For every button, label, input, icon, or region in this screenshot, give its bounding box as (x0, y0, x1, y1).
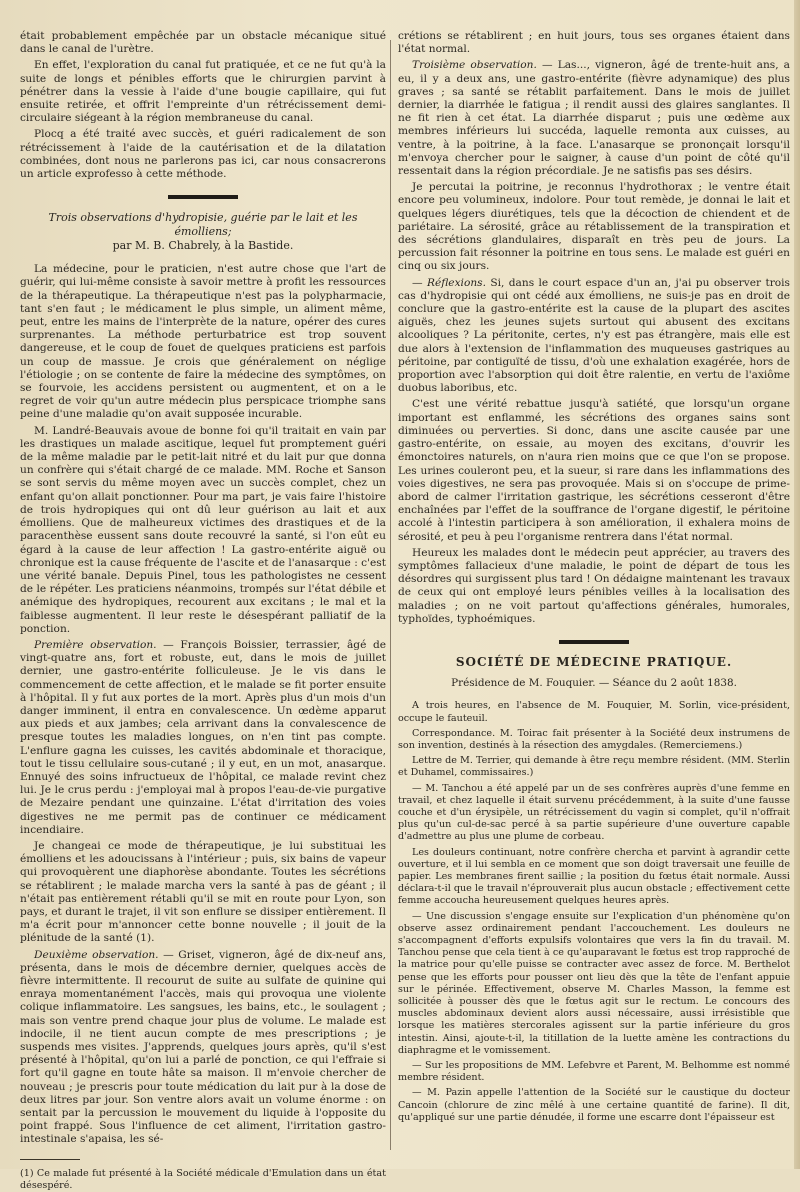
reflexions-text: Si, dans le court espace d'un an, j'ai pu observer trois cas d'hydropisie qui ont cédé aux émolliens, ne suis-je pas en droit de conclure que la gastro-entérite est la cause de la plupart des ascites aiguës, chez les jeunes sujets surtout qui abusent des excitans alcooliques ? La péritonite, certes, n'y est pas étrangère, mais elle est due alors à l'extension de l'inflammation des muqueuses gastriques au péritoine, par contiguïté de tissu, d'où une exhalation exagérée, hors de proportion avec l'absorption qui doit être ralentie, en vertu de l'axiôme duobus laboribus, etc. (398, 276, 790, 395)
article-paragraph-1: La médecine, pour le praticien, n'est autre chose que l'art de guérir, qui lui-même consiste à savoir mettre à profit les ressources de la thérapeutique. La thérapeutique n'est pas la polypharmacie, tant s'en faut ; le médicament le plus simple, un aliment même, peut, entre les mains de l'interprète de la nature, opérer des cures surprenantes. La méthode perturbatrice est trop souvent dangereuse, et le coup de fouet de quelques praticiens est parfois un coup de massue. Je crois que généralement on néglige l'étiologie ; on se contente de faire la médecine des symptômes, on se fourvoie, les accidens persistent ou augmentent, et on a le regret de voir qu'un autre médecin plus perspicace triomphe sans peine d'une maladie qu'on avait supposée incurable. (20, 263, 386, 421)
intro-paragraph-3: Plocq a été traité avec succès, et guéri radicalement de son rétrécissement à l'aide de la cautérisation et de la dilatation combinées, dont nous ne parlerons pas ici, car nous consacrerons un article exprofesso à cette méthode. (20, 128, 386, 181)
society-paragraph: — Sur les propositions de MM. Lefebvre et Parent, M. Belhomme est nommé membre résident. (398, 1060, 790, 1084)
intro-paragraph-2: En effet, l'exploration du canal fut pratiquée, et ce ne fut qu'à la suite de longs et pénibles efforts que le chirurgien parvint à pénétrer dans la vessie à l'aide d'une bougie capillaire, qui fut ensuite retirée, et offrit l'empreinte d'un rétrécissement demi-circulaire siégeant à la région membraneuse du canal. (20, 59, 386, 125)
left-column (20, 30, 386, 1191)
society-paragraph: Correspondance. M. Toirac fait présenter à la Société deux instrumens de son invention, destinés à la résection des amygdales. (Remerciemens.) (398, 727, 790, 751)
observation-3-text: — Las..., vigneron, âgé de trente-huit ans, a eu, il y a deux ans, une gastro-entérite (fièvre adynamique) des plus graves ; sa santé se rétablit parfaitement. Dans le mois de juillet dernier, la diarrhée le fatigua ; il rendit aussi des glaires sanglantes. Il ne fit rien à cet état. La diarrhée disparut ; puis une œdème aux membres inférieurs lui succéda, laquelle remonta aux cuisses, au ventre, à la poitrine, à la face. L'anasarque se prononçait lorsqu'il m'envoya chercher pour le saigner, à cause d'un point de côté qu'il ressentait dans la région précordiale. Je ne satisfis pas ses désirs. (398, 59, 791, 178)
article-paragraph-2: M. Landré-Beauvais avoue de bonne foi qu'il traitait en vain par les drastiques un malade ascitique, lequel fut promptement guéri de la même maladie par le petit-lait nitré et du lait pur que donna un confrère qui s'était chargé de ce malade. MM. Roche et Sanson se sont servis du même moyen avec un succès complet, chez un enfant qu'on allait ponctionner. Pour ma part, je vais faire l'histoire de trois hydropiques qui ont dû leur guérison au lait et aux émolliens. Que de malheureux victimes des drastiques et de la paracenthèse eussent sans doute recouvré la santé, si l'on eût eu égard à la cause de leur affection ! La gastro-entérite aiguë ou chronique est la cause fréquente de l'ascite et de l'anasarque : c'est une vérité banale. Depuis Pinel, tous les pathologistes ne cessent de le répéter. Les praticiens néanmoins, trompés sur l'état débile et anémique des hydropiques, recourent aux excitans ; le mal et la faiblesse augmentent. Il leur reste le désespérant palliatif de la ponction. (20, 424, 386, 635)
observation-3-paragraph (398, 59, 790, 178)
intro-paragraph-1: était probablement empêchée par un obstacle mécanique situé dans le canal de l'urètre. (20, 30, 386, 56)
article-title (20, 211, 386, 253)
observation-2-paragraph (20, 949, 386, 1147)
reflexions-paragraph-2: C'est une vérité rebattue jusqu'à satiété, que lorsqu'un organe important est enflammé, les sécrétions des organes sains sont diminuées ou perverties. Si donc, dans une ascite causée par une gastro-entérite, on essaie, au moyen des excitans, d'ouvrir les émonctoires naturels, on n'aura rien moins que ce que l'on se propose. Les urines couleront peu, et la sueur, si rare dans les inflammations des voies digestives, ne sera pas provoquée. Mais si on s'occupe de prime-abord de calmer l'irritation gastrique, les sécrétions cesseront d'être enchaînées par l'effet de la souffrance de l'organe digestif, le péritoine accolé à l'intestin participera à son amélioration, il exhalera moins de sérosité, et peu à peu l'organisme rentrera dans l'état normal. (398, 398, 790, 543)
society-paragraph: — M. Tanchou a été appelé par un de ses confrères auprès d'une femme en travail, et chez laquelle il était survenu précédemment, à la suite d'une fausse couche et d'un érysipèle, un rétrécissement du vagin si complet, qu'il n'offrait plus qu'un cul-de-sac percé à sa partie supérieure d'une ouverture capable d'admettre au plus une plume de corbeau. (398, 782, 790, 843)
observation-1-label: Première observation. (34, 638, 157, 651)
article-title-line1: Trois observations d'hydropisie, guérie par le lait et les émolliens; (48, 211, 358, 239)
observation-3-paragraph-2: Je percutai la poitrine, je reconnus l'hydrothorax ; le ventre était encore peu volumineux, indolore. Pour tout remède, je donnai le lait et quelques légers diurétiques, tels que la décoction de chiendent et de pariétaire. La sérosité, grâce au rétablissement de la transpiration et des sécrétions glandulaires, disparaît en très peu de jours. La percussion fait résonner la poitrine en tous sens. Le malade est guéri en cinq ou six jours. (398, 181, 790, 273)
society-minutes (398, 700, 790, 1124)
footnote: (1) Ce malade fut présenté à la Société médicale d'Emulation dans un état désespéré. (20, 1167, 386, 1191)
section-heading: SOCIÉTÉ DE MÉDECINE PRATIQUE. (455, 654, 733, 669)
article-title-line2: par M. B. Chabrely, à la Bastide. (112, 239, 294, 253)
presidency-line: Présidence de M. Fouquier. — Séance du 2 août 1838. (451, 677, 737, 690)
society-paragraph: Les douleurs continuant, notre confrère chercha et parvint à agrandir cette ouverture, et il lui sembla en ce moment que son doigt traversait une feuille de papier. Les membranes firent saillie ; la position du fœtus était normale. Aussi déclara-t-il que le travail n'éprouverait plus aucun obstacle ; effectivement cette femme accoucha heureusement quelques heures après. (398, 846, 790, 907)
society-paragraph: Lettre de M. Terrier, qui demande à être reçu membre résident. (MM. Sterlin et Duhamel, commissaires.) (398, 755, 790, 779)
observation-1-paragraph-2: Je changeai ce mode de thérapeutique, je lui substituai les émolliens et les adoucissans à l'intérieur ; puis, six bains de vapeur qui provoquèrent une diaphorèse abondante. Toutes les sécrétions se rétablirent ; le malade marcha vers la santé à pas de géant ; il n'était pas entièrement rétabli qu'il se mit en route pour Lyon, son pays, et durant le trajet, il vit son enflure se dissiper entièrement. Il m'a écrit pour m'annoncer cette bonne nouvelle ; il jouit de la plénitude de la santé (1). (20, 839, 386, 945)
column-divider (390, 40, 391, 1150)
society-paragraph: — Une discussion s'engage ensuite sur l'explication d'un phénomène qu'on observe assez ordinairement pendant l'accouchement. Les douleurs ne s'accompagnent d'efforts expulsifs volontaires que vers la fin du travail. M. Tanchou pense que cela tient à ce qu'auparavant le fœtus est trop rapproché de la matrice pour qu'elle puisse se contracter avec assez de force. M. Berthelot pense que les efforts pour pousser ont lieu dès que la tête de l'enfant appuie sur le périnée. Effectivement, observe M. Charles Masson, la femme est sollicitée à pousser dès que le fœtus agit sur le rectum. Le concours des muscles abdominaux devient alors aussi nécessaire, aussi irrésistible que lorsque les matières stercorales agissent sur la partie inférieure du gros intestin. Ainsi, ajoute-t-il, la titillation de la luette amène les contractions du diaphragme et le vomissement. (398, 910, 790, 1056)
footnote-rule (20, 1159, 80, 1160)
society-paragraph: — M. Pazin appelle l'attention de la Société sur le caustique du docteur Cancoin (chlorure de zinc mêlé à une certaine quantité de farine). Il dit, qu'appliqué sur une partie dénudée, il forme une escarre dont l'épaisseur est (398, 1087, 790, 1123)
observation-2-label: Deuxième observation. (34, 948, 159, 961)
continuation-paragraph: crétions se rétablirent ; en huit jours, tous ses organes étaient dans l'état normal. (398, 30, 790, 56)
observation-1-paragraph (20, 639, 386, 837)
society-paragraph: A trois heures, en l'absence de M. Fouquier, M. Sorlin, vice-président, occupe le fauteuil. (398, 700, 790, 724)
reflexions-paragraph-3: Heureux les malades dont le médecin peut apprécier, au travers des symptômes fallacieux d'une maladie, le point de départ de tous les désordres qui surgissent plus tard ! On dédaigne maintenant les travaux de ceux qui ont employé leurs pénibles veilles à la localisation des maladies ; on ne voit partout qu'affections générales, humorales, typhoïdes, typhoémiques. (398, 546, 790, 625)
observation-2-text: — Griset, vigneron, âgé de dix-neuf ans, présenta, dans le mois de décembre dernier, quelques accès de fièvre intermittente. Il recourut de suite au sulfate de quinine qui enraya momentanément l'accès, mais qui provoqua une violente colique inflammatoire. Les sangsues, les bains, etc., le soulagent ; mais son ventre prend chaque jour plus de volume. Le malade est indocile, il ne tient aucun compte de mes prescriptions ; je suspends mes visites. J'apprends, quelques jours après, qu'il s'est présenté à l'hôpital, qu'on lui a parlé de ponction, ce qui l'effraie si fort qu'il gagne en toute hâte sa maison. Il m'envoie chercher de nouveau ; je prescris pour toute médication du lait pur à la dose de deux litres par jour. Son ventre alors avait un volume énorme : on sentait par la percussion le mouvement du liquide à l'opposite du point frappé. Sous l'influence de cet aliment, l'irritation gastro-intestinale s'apaisa, les sé- (20, 948, 386, 1146)
separator-rule (168, 195, 238, 199)
observation-3-label: Troisième observation. (412, 59, 537, 72)
reflexions-paragraph: — Réflexions. Si, dans le court espace d'un an, j'ai pu observer trois cas d'hydropisie qui ont cédé aux émolliens, ne suis-je pas en droit de conclure que la gastro-entérite est la cause de la plupart des ascites aiguës, chez les jeunes sujets surtout qui abusent des excitans alcooliques ? La péritonite, certes, n'y est pas étrangère, mais elle est due alors à l'extension de l'inflammation des muqueuses gastriques au péritoine, par contiguïté de tissu, d'où une exhalation exagérée, hors de proportion avec l'absorption qui doit être ralentie, en vertu de l'axiôme duobus laboribus, etc. (398, 276, 790, 395)
observation-1-text: — François Boissier, terrassier, âgé de vingt-quatre ans, fort et robuste, eut, dans le mois de juillet dernier, une gastro-entérite folliculeuse. Je le vis dans le commencement de cette affection, et le malade se fit porter ensuite à l'hôpital. Il y fut aux portes de la mort. Après plus d'un mois d'un danger imminent, il entra en convalescence. Un œdème apparut aux pieds et aux jambes; cela arrivant dans la convalescence de presque toutes les maladies longues, on n'en tint pas compte. L'enflure gagna les cuisses, les cavités abdominale et thoracique, tout le tissu cellulaire sous-cutané ; il y eut, en un mot, anasarque. Ennuyé des soins infructueux de l'hôpital, ce malade revint chez lui. Je le crus perdu : j'employai mal à propos l'eau-de-vie purgative de Mezaire pendant une quinzaine. L'état d'irritation des voies digestives ne me permit pas de continuer ce médicament incendiaire. (20, 638, 386, 836)
reflexions-label: Réflexions. (427, 276, 486, 289)
page-edge (794, 0, 800, 1169)
separator-rule-right (559, 640, 629, 644)
right-column (398, 30, 790, 1160)
